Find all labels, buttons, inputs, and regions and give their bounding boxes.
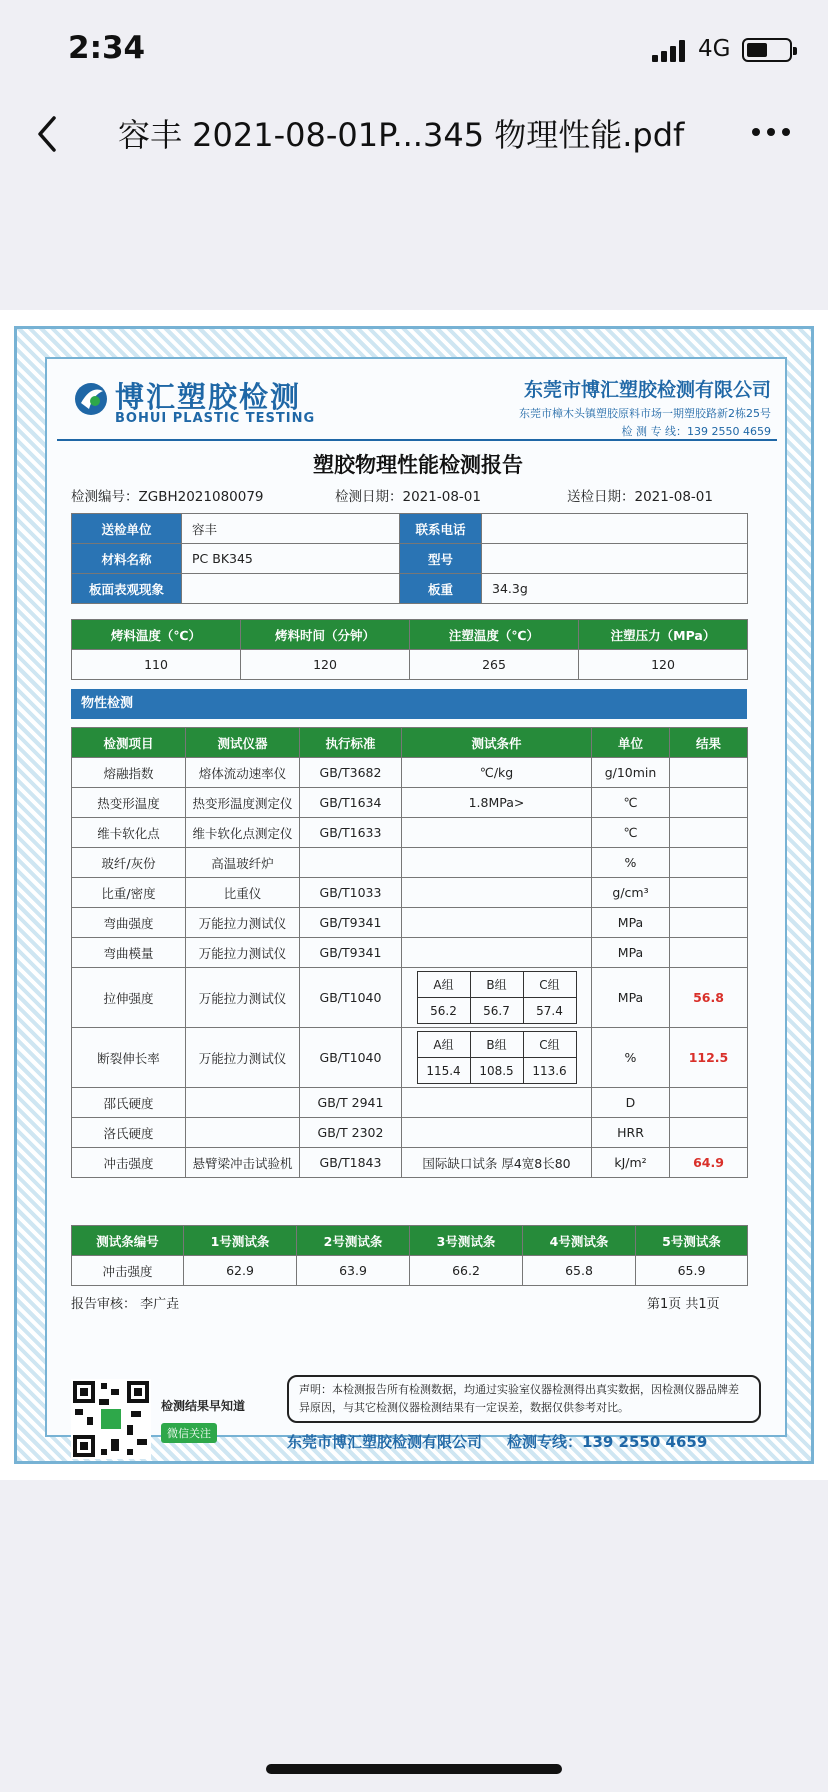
item-cell: 熔融指数	[72, 758, 186, 788]
table-row	[72, 1118, 748, 1148]
table-row	[72, 574, 748, 604]
unit-label: 送检单位	[72, 514, 182, 544]
instrument-cell: 万能拉力测试仪	[186, 908, 300, 938]
group-label: C组	[523, 972, 576, 998]
status-bar	[0, 0, 828, 100]
submit-date: 送检日期：2021-08-01	[567, 489, 713, 505]
table-row	[72, 908, 748, 938]
condition-cell	[402, 1088, 592, 1118]
pdf-page[interactable]	[0, 310, 828, 1480]
instrument-cell: 万能拉力测试仪	[186, 968, 300, 1028]
company-block	[431, 375, 771, 439]
bar-value: 65.9	[636, 1256, 748, 1286]
item-cell: 比重/密度	[72, 878, 186, 908]
unit-cell: %	[592, 848, 670, 878]
item-cell: 热变形温度	[72, 788, 186, 818]
company-phone: 检 测 专 线：139 2550 4659	[621, 425, 771, 438]
report-number: 检测编号：ZGBH2021080079	[71, 489, 264, 505]
table-row	[72, 788, 748, 818]
elongation-groups	[417, 1031, 577, 1084]
bar-value: 62.9	[184, 1256, 297, 1286]
item-cell: 弯曲模量	[72, 938, 186, 968]
table-row	[72, 728, 748, 758]
unit-value: 容丰	[182, 514, 400, 544]
instrument-cell: 比重仪	[186, 878, 300, 908]
group-label: B组	[470, 1032, 523, 1058]
condition-cell	[402, 878, 592, 908]
process-value: 110	[72, 650, 241, 680]
instrument-cell	[186, 1118, 300, 1148]
phone-value	[482, 514, 748, 544]
unit-cell: MPa	[592, 908, 670, 938]
material-label: 材料名称	[72, 544, 182, 574]
standard-cell	[300, 848, 402, 878]
result-cell	[670, 818, 748, 848]
company-name: 东莞市博汇塑胶检测有限公司	[523, 379, 771, 401]
page-info: 第1页 共1页	[647, 1297, 720, 1312]
item-cell: 洛氏硬度	[72, 1118, 186, 1148]
process-header: 注塑压力（MPa）	[579, 620, 748, 650]
back-chevron-icon[interactable]	[28, 112, 68, 156]
result-cell: 56.8	[670, 968, 748, 1028]
column-header: 测试仪器	[186, 728, 300, 758]
report-body	[45, 357, 787, 1451]
table-row	[72, 650, 748, 680]
table-row	[72, 878, 748, 908]
result-cell	[670, 878, 748, 908]
standard-cell: GB/T1040	[300, 968, 402, 1028]
condition-cell: ℃/kg	[402, 758, 592, 788]
group-value: 115.4	[417, 1058, 470, 1084]
group-label: C组	[523, 1032, 576, 1058]
item-cell: 维卡软化点	[72, 818, 186, 848]
group-value: 108.5	[470, 1058, 523, 1084]
test-date: 检测日期：2021-08-01	[335, 489, 481, 505]
result-cell	[670, 758, 748, 788]
process-header: 烤料时间（分钟）	[241, 620, 410, 650]
instrument-cell: 熔体流动速率仪	[186, 758, 300, 788]
group-value: 56.7	[470, 998, 523, 1024]
logo-mark-icon	[71, 377, 111, 417]
process-value: 120	[579, 650, 748, 680]
logo-text-cn: 博汇塑胶检测	[115, 380, 302, 414]
standard-cell: GB/T1633	[300, 818, 402, 848]
logo-text-en: BOHUI PLASTIC TESTING	[115, 411, 316, 426]
unit-cell: kJ/m²	[592, 1148, 670, 1178]
instrument-cell: 万能拉力测试仪	[186, 938, 300, 968]
process-value: 120	[241, 650, 410, 680]
process-table	[71, 619, 748, 680]
table-row	[72, 1028, 748, 1088]
process-header: 注塑温度（℃）	[410, 620, 579, 650]
item-cell: 冲击强度	[72, 1148, 186, 1178]
instrument-cell: 高温玻纤炉	[186, 848, 300, 878]
disclaimer: 声明：本检测报告所有检测数据，均通过实验室仪器检测得出真实数据，因检测仪器品牌差异原因，与其它检测仪器检测结果有一定误差，数据仅供参考对比。	[287, 1375, 761, 1423]
result-cell	[670, 938, 748, 968]
test-bar-table	[71, 1225, 748, 1286]
instrument-cell: 万能拉力测试仪	[186, 1028, 300, 1088]
result-cell	[670, 908, 748, 938]
unit-cell: MPa	[592, 968, 670, 1028]
physical-table	[71, 727, 748, 1178]
group-cell	[402, 968, 592, 1028]
bar-value: 66.2	[410, 1256, 523, 1286]
item-cell: 弯曲强度	[72, 908, 186, 938]
condition-cell	[402, 908, 592, 938]
condition-cell	[402, 848, 592, 878]
home-indicator[interactable]	[266, 1764, 562, 1774]
bar-value: 63.9	[297, 1256, 410, 1286]
table-row	[72, 544, 748, 574]
bar-header: 3号测试条	[410, 1226, 523, 1256]
result-cell	[670, 1118, 748, 1148]
unit-cell: g/10min	[592, 758, 670, 788]
column-header: 单位	[592, 728, 670, 758]
weight-label: 板重	[400, 574, 482, 604]
unit-cell: ℃	[592, 818, 670, 848]
phone-label: 联系电话	[400, 514, 482, 544]
result-cell	[670, 1088, 748, 1118]
unit-cell: g/cm³	[592, 878, 670, 908]
result-cell: 64.9	[670, 1148, 748, 1178]
model-value	[482, 544, 748, 574]
group-label: A组	[417, 1032, 470, 1058]
bar-header: 2号测试条	[297, 1226, 410, 1256]
table-row	[72, 848, 748, 878]
bar-value: 冲击强度	[72, 1256, 184, 1286]
condition-cell	[402, 818, 592, 848]
certificate-border	[14, 326, 814, 1464]
standard-cell: GB/T1040	[300, 1028, 402, 1088]
table-row	[72, 968, 748, 1028]
tensile-groups	[417, 971, 577, 1024]
table-row	[72, 818, 748, 848]
standard-cell: GB/T3682	[300, 758, 402, 788]
network-label: 4G	[698, 36, 731, 62]
bar-value: 65.8	[523, 1256, 636, 1286]
instrument-cell: 热变形温度测定仪	[186, 788, 300, 818]
battery-icon	[742, 38, 792, 62]
signal-icon	[652, 40, 688, 62]
process-value: 265	[410, 650, 579, 680]
unit-cell: D	[592, 1088, 670, 1118]
header-divider	[57, 439, 777, 441]
standard-cell: GB/T1033	[300, 878, 402, 908]
status-time: 2:34	[68, 30, 146, 66]
group-label: A组	[417, 972, 470, 998]
model-label: 型号	[400, 544, 482, 574]
condition-cell	[402, 1118, 592, 1148]
table-row	[72, 1256, 748, 1286]
item-cell: 断裂伸长率	[72, 1028, 186, 1088]
footer-phone: 检测专线：139 2550 4659	[507, 1433, 708, 1451]
standard-cell: GB/T1843	[300, 1148, 402, 1178]
brand-logo	[71, 375, 341, 427]
unit-cell: MPa	[592, 938, 670, 968]
reviewer: 报告审核： 李广垚	[71, 1297, 180, 1312]
report-title: 塑胶物理性能检测报告	[313, 453, 523, 477]
group-label: B组	[470, 972, 523, 998]
surface-label: 板面表观现象	[72, 574, 182, 604]
standard-cell: GB/T9341	[300, 938, 402, 968]
condition-cell: 1.8MPa>	[402, 788, 592, 818]
section-band: 物性检测	[71, 689, 747, 719]
item-cell: 邵氏硬度	[72, 1088, 186, 1118]
instrument-cell: 悬臂梁冲击试验机	[186, 1148, 300, 1178]
unit-cell: HRR	[592, 1118, 670, 1148]
result-cell: 112.5	[670, 1028, 748, 1088]
bar-header: 4号测试条	[523, 1226, 636, 1256]
group-value: 113.6	[523, 1058, 576, 1084]
table-row	[72, 620, 748, 650]
nav-bar	[0, 100, 828, 170]
info-table	[71, 513, 748, 604]
document-title: 容丰 2021-08-01P...345 物理性能.pdf	[118, 116, 685, 154]
column-header: 测试条件	[402, 728, 592, 758]
table-row	[72, 1088, 748, 1118]
group-value: 56.2	[417, 998, 470, 1024]
standard-cell: GB/T9341	[300, 908, 402, 938]
material-value: PC BK345	[182, 544, 400, 574]
instrument-cell	[186, 1088, 300, 1118]
table-row	[72, 1226, 748, 1256]
footer-company: 东莞市博汇塑胶检测有限公司	[287, 1433, 483, 1451]
group-value: 57.4	[523, 998, 576, 1024]
table-row	[72, 938, 748, 968]
column-header: 结果	[670, 728, 748, 758]
weight-value: 34.3g	[482, 574, 748, 604]
qr-code-icon	[71, 1379, 151, 1459]
result-cell	[670, 848, 748, 878]
item-cell: 玻纤/灰份	[72, 848, 186, 878]
process-header: 烤料温度（℃）	[72, 620, 241, 650]
company-address: 东莞市樟木头镇塑胶原料市场一期塑胶路新2栋25号	[519, 407, 771, 420]
surface-value	[182, 574, 400, 604]
instrument-cell: 维卡软化点测定仪	[186, 818, 300, 848]
qr-caption: 检测结果早知道	[161, 1399, 246, 1413]
condition-cell	[402, 938, 592, 968]
more-icon[interactable]	[752, 128, 792, 140]
bar-header: 5号测试条	[636, 1226, 748, 1256]
column-header: 执行标准	[300, 728, 402, 758]
bar-header: 测试条编号	[72, 1226, 184, 1256]
condition-cell: 国际缺口试条 厚4宽8长80	[402, 1148, 592, 1178]
unit-cell: %	[592, 1028, 670, 1088]
group-cell	[402, 1028, 592, 1088]
standard-cell: GB/T 2941	[300, 1088, 402, 1118]
wechat-follow-badge: 微信关注	[161, 1423, 217, 1443]
standard-cell: GB/T 2302	[300, 1118, 402, 1148]
column-header: 检测项目	[72, 728, 186, 758]
bar-header: 1号测试条	[184, 1226, 297, 1256]
item-cell: 拉伸强度	[72, 968, 186, 1028]
standard-cell: GB/T1634	[300, 788, 402, 818]
unit-cell: ℃	[592, 788, 670, 818]
table-row	[72, 514, 748, 544]
table-row	[72, 1148, 748, 1178]
result-cell	[670, 788, 748, 818]
table-row	[72, 758, 748, 788]
